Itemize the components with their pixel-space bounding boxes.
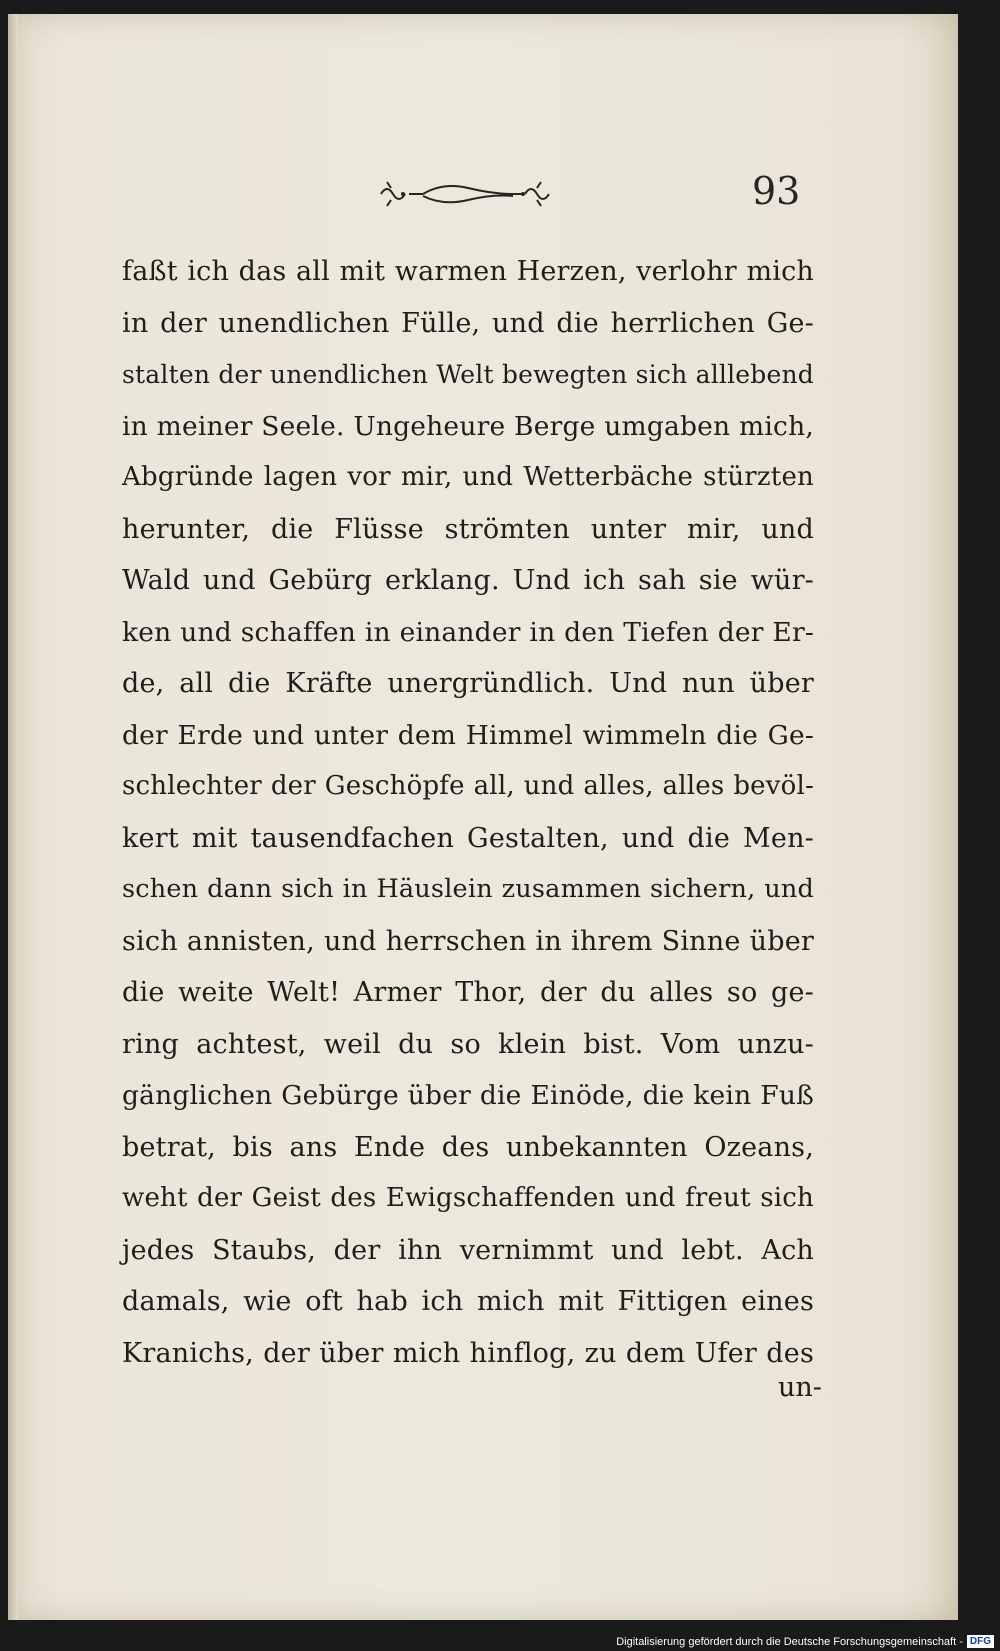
footer-credit: Digitalisierung gefördert durch die Deutsche Forschungsgemeinschaft - <box>616 1635 963 1648</box>
text-line: Wald und Gebürg erklang. Und ich sah sie wür- <box>122 565 814 596</box>
book-page <box>8 14 958 1620</box>
text-line: stalten der unendlichen Welt bewegten sich alllebend <box>122 360 814 389</box>
digitization-footer <box>616 1635 994 1648</box>
body-text <box>122 246 814 1379</box>
text-line: jedes Staubs, der ihn vernimmt und lebt. Ach <box>122 1234 814 1266</box>
text-line: schen dann sich in Häuslein zusammen sichern, und <box>122 874 814 904</box>
text-line: in der unendlichen Fülle, und die herrlichen Ge- <box>122 307 814 339</box>
text-line: Kranichs, der über mich hinflog, zu dem Ufer des <box>122 1337 814 1369</box>
text-line: Abgründe lagen vor mir, und Wetterbäche stürzten <box>122 462 814 492</box>
text-line: betrat, bis ans Ende des unbekannten Ozeans, <box>122 1131 814 1163</box>
text-line: die weite Welt! Armer Thor, der du alles so ge- <box>122 977 814 1008</box>
text-line: der Erde und unter dem Himmel wimmeln die Ge- <box>122 719 814 751</box>
printer-ornament-icon <box>373 174 558 214</box>
dfg-logo: DFG <box>967 1635 994 1648</box>
page-gutter-edge <box>8 14 18 1620</box>
text-line: gänglichen Gebürge über die Einöde, die kein Fuß <box>122 1080 814 1111</box>
page-number: 93 <box>752 169 801 213</box>
text-line: ken und schaffen in einander in den Tiefen der Er- <box>122 616 814 648</box>
text-line: ring achtest, weil du so klein bist. Vom unzu- <box>122 1028 814 1060</box>
text-line: schlechter der Geschöpfe all, und alles, alles bevöl- <box>122 771 814 801</box>
text-line: de, all die Kräfte unergründlich. Und nun über <box>122 668 814 699</box>
text-line: in meiner Seele. Ungeheure Berge umgaben mich, <box>122 410 814 442</box>
text-line: faßt ich das all mit warmen Herzen, verlohr mich <box>122 256 814 287</box>
catchword: un- <box>778 1372 822 1403</box>
text-line: damals, wie oft hab ich mich mit Fittigen eines <box>122 1286 814 1317</box>
text-line: kert mit tausendfachen Gestalten, und die Men- <box>122 822 814 854</box>
text-line: sich annisten, und herrschen in ihrem Sinne über <box>122 925 814 957</box>
text-line: weht der Geist des Ewigschaffenden und freut sich <box>122 1183 814 1213</box>
text-line: herunter, die Flüsse strömten unter mir, und <box>122 513 814 545</box>
